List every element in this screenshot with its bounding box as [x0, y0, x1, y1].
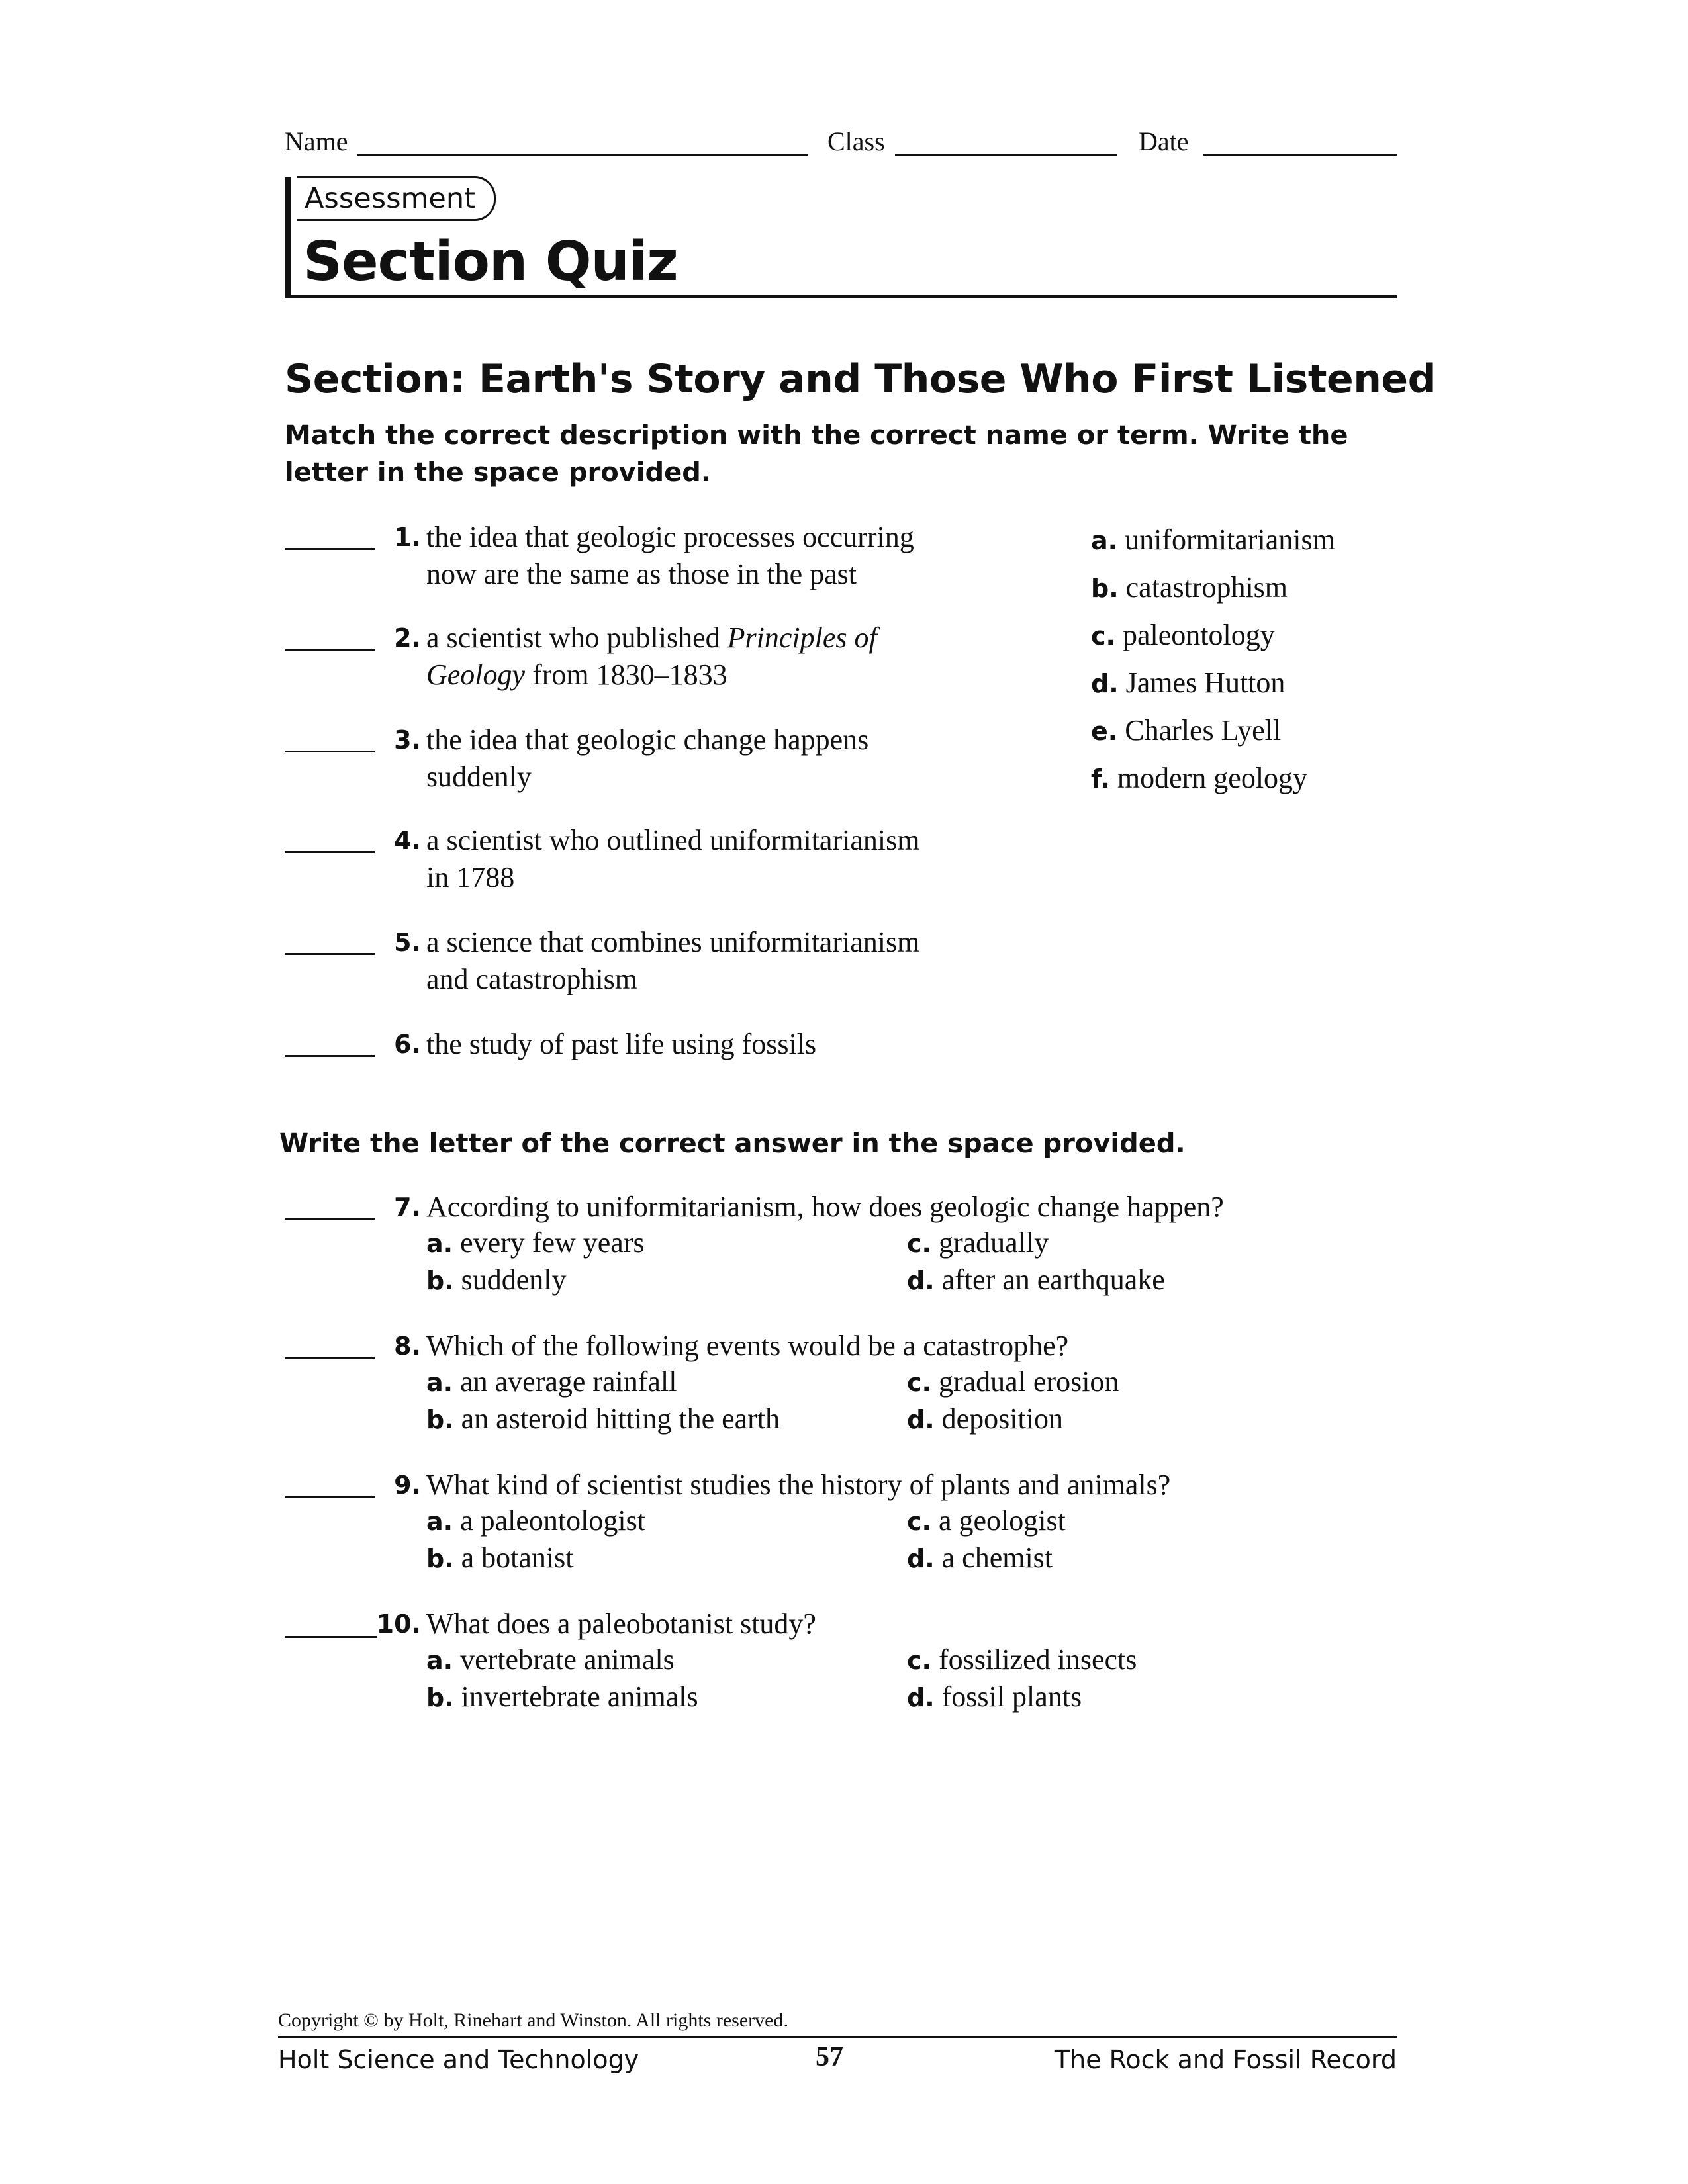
- option-c: [907, 1643, 1137, 1676]
- item-number: 2.: [394, 623, 421, 653]
- item-text-line: now are the same as those in the past: [426, 558, 857, 590]
- option-key: a.: [426, 1507, 453, 1536]
- question-10: What does a paleobotanist study?: [426, 1608, 816, 1640]
- question-7: According to uniformitarianism, how does geologic change happen?: [426, 1191, 1224, 1223]
- option-text: vertebrate animals: [460, 1643, 675, 1676]
- matching-instructions: Match the correct description with the correct name or term. Write the letter in the space provided.: [285, 420, 1348, 488]
- answer-blank-1[interactable]: [285, 548, 375, 550]
- option-b: [426, 1263, 567, 1297]
- assessment-badge: Assessment: [297, 176, 496, 221]
- option-key: b.: [426, 1683, 454, 1712]
- option-key: d.: [907, 1544, 935, 1573]
- option-text: a geologist: [938, 1504, 1066, 1537]
- option-key: d.: [907, 1683, 935, 1712]
- option-key: c.: [907, 1229, 931, 1258]
- section-heading: Section: Earth's Story and Those Who First Listened: [285, 356, 1436, 402]
- option-d: [907, 1263, 1165, 1297]
- question-8: Which of the following events would be a catastrophe?: [426, 1330, 1069, 1362]
- item-text-line: suddenly: [426, 760, 532, 793]
- option-a: [426, 1643, 675, 1676]
- answer-blank-6[interactable]: [285, 1055, 375, 1057]
- option-text: gradual erosion: [938, 1365, 1119, 1398]
- mc-instructions: Write the letter of the correct answer in the space provided.: [279, 1128, 1186, 1159]
- item-text-line: a science that combines uniformitarianism: [426, 926, 920, 958]
- page-number: 57: [816, 2042, 843, 2072]
- book-title: Principles of: [727, 621, 877, 654]
- choice-key: a.: [1091, 526, 1118, 555]
- choice-text: modern geology: [1117, 762, 1308, 794]
- choice-key: d.: [1091, 669, 1119, 698]
- title-divider: [285, 295, 1397, 298]
- date-field[interactable]: [1203, 154, 1397, 156]
- choice-key: c.: [1091, 621, 1115, 651]
- matching-item-4: [426, 822, 919, 896]
- option-key: a.: [426, 1646, 453, 1675]
- item-number: 7.: [394, 1193, 421, 1222]
- option-d: [907, 1541, 1053, 1574]
- option-d: [907, 1680, 1082, 1713]
- option-text: fossil plants: [941, 1680, 1082, 1713]
- item-text-line: a scientist who outlined uniformitarianism: [426, 824, 920, 856]
- answer-blank-3[interactable]: [285, 751, 375, 752]
- matching-choices: [1091, 523, 1335, 809]
- date-label: Date: [1139, 126, 1189, 156]
- choice-key: b.: [1091, 574, 1119, 603]
- option-text: gradually: [938, 1226, 1049, 1259]
- option-d: [907, 1402, 1063, 1435]
- option-c: [907, 1226, 1049, 1259]
- copyright-notice: Copyright © by Holt, Rinehart and Winston. All rights reserved.: [278, 2009, 788, 2031]
- option-text: invertebrate animals: [461, 1680, 698, 1713]
- option-key: b.: [426, 1544, 454, 1573]
- option-a: [426, 1365, 677, 1398]
- class-label: Class: [827, 126, 885, 156]
- option-key: b.: [426, 1405, 454, 1434]
- answer-blank-7[interactable]: [285, 1218, 375, 1220]
- option-key: a.: [426, 1368, 453, 1397]
- choice-key: f.: [1091, 764, 1110, 794]
- book-title: Geology: [426, 659, 526, 691]
- option-b: [426, 1402, 780, 1435]
- answer-blank-5[interactable]: [285, 953, 375, 955]
- answer-blank-2[interactable]: [285, 649, 375, 651]
- item-number: 1.: [394, 523, 421, 552]
- option-c: [907, 1504, 1066, 1537]
- option-key: c.: [907, 1646, 931, 1675]
- option-text: fossilized insects: [938, 1643, 1137, 1676]
- option-key: c.: [907, 1368, 931, 1397]
- choice-text: uniformitarianism: [1125, 523, 1335, 556]
- choice-text: paleontology: [1122, 619, 1275, 651]
- matching-item-3: [426, 721, 868, 796]
- item-text-line: and catastrophism: [426, 963, 637, 995]
- title-bar-decoration: [285, 177, 291, 296]
- option-a: [426, 1504, 645, 1537]
- option-key: c.: [907, 1507, 931, 1536]
- matching-item-6: [426, 1026, 816, 1063]
- item-number: 3.: [394, 725, 421, 754]
- option-c: [907, 1365, 1119, 1398]
- option-text: a botanist: [461, 1541, 574, 1574]
- choice-key: e.: [1091, 717, 1118, 746]
- option-a: [426, 1226, 645, 1259]
- choice-text: James Hutton: [1125, 666, 1286, 699]
- answer-blank-8[interactable]: [285, 1357, 375, 1359]
- choice-text: catastrophism: [1125, 571, 1288, 604]
- option-text: suddenly: [461, 1263, 567, 1296]
- item-text-line: the idea that geologic processes occurring: [426, 521, 914, 553]
- item-number: 4.: [394, 826, 421, 855]
- item-text-line: the study of past life using fossils: [426, 1028, 817, 1060]
- question-9: What kind of scientist studies the history of plants and animals?: [426, 1469, 1171, 1501]
- option-key: d.: [907, 1405, 935, 1434]
- class-field[interactable]: [895, 154, 1117, 156]
- name-label: Name: [285, 126, 348, 156]
- matching-item-2: [426, 619, 877, 694]
- answer-blank-4[interactable]: [285, 851, 375, 853]
- item-text: a scientist who published: [426, 621, 727, 654]
- item-number: 5.: [394, 928, 421, 957]
- option-text: after an earthquake: [941, 1263, 1165, 1296]
- option-text: a paleontologist: [460, 1504, 645, 1537]
- option-text: an asteroid hitting the earth: [461, 1402, 780, 1435]
- answer-blank-9[interactable]: [285, 1496, 375, 1498]
- item-number: 8.: [394, 1332, 421, 1361]
- item-text-line: in 1788: [426, 861, 515, 893]
- option-key: d.: [907, 1266, 935, 1295]
- choice-text: Charles Lyell: [1125, 714, 1282, 747]
- footer-publication: Holt Science and Technology: [278, 2045, 639, 2074]
- name-field[interactable]: [357, 154, 808, 156]
- option-key: b.: [426, 1266, 454, 1295]
- option-text: every few years: [460, 1226, 645, 1259]
- answer-blank-10[interactable]: [285, 1636, 377, 1638]
- page-title: Section Quiz: [303, 230, 678, 293]
- option-text: a chemist: [941, 1541, 1053, 1574]
- item-number: 10.: [376, 1610, 421, 1639]
- item-number: 9.: [394, 1471, 421, 1500]
- option-b: [426, 1541, 574, 1574]
- option-text: an average rainfall: [460, 1365, 677, 1398]
- item-number: 6.: [394, 1030, 421, 1059]
- item-text: from 1830–1833: [525, 659, 727, 691]
- matching-item-5: [426, 924, 919, 998]
- option-text: deposition: [941, 1402, 1063, 1435]
- option-key: a.: [426, 1229, 453, 1258]
- option-b: [426, 1680, 698, 1713]
- matching-item-1: [426, 519, 914, 593]
- footer-chapter: The Rock and Fossil Record: [1054, 2045, 1397, 2074]
- item-text-line: the idea that geologic change happens: [426, 723, 869, 756]
- footer-divider: [278, 2036, 1397, 2038]
